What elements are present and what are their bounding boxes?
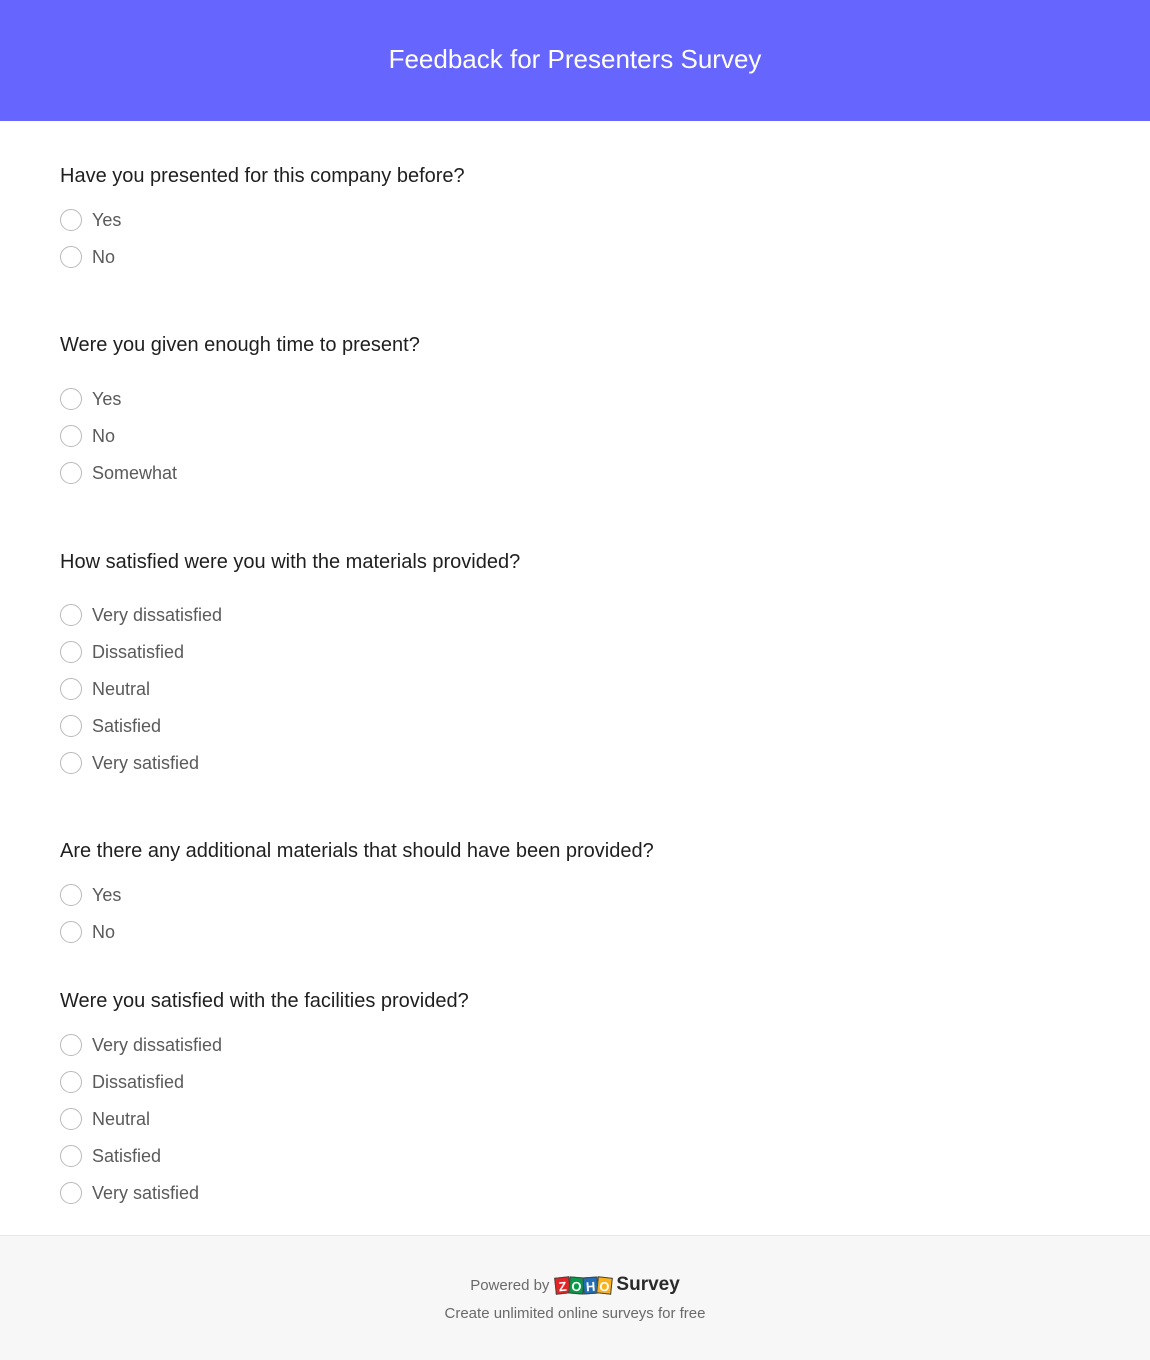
radio-option[interactable] [60,1032,222,1058]
radio-option[interactable] [60,919,115,945]
question-5 [60,989,469,1203]
survey-title: Feedback for Presenters Survey [388,44,762,74]
option-label: Very dissatisfied [92,604,223,625]
option-label: Dissatisfied [92,1071,185,1092]
option-label: Yes [92,388,122,409]
radio-option[interactable] [60,1069,184,1095]
option-label: No [92,425,116,446]
product-name: Survey [616,1274,680,1295]
option-label: No [92,246,116,267]
option-label: Very dissatisfied [92,1034,223,1055]
radio-button[interactable] [60,425,82,447]
page-footer [0,1235,1150,1360]
radio-button[interactable] [60,1182,82,1204]
question-title: Were you satisfied with the facilities provided? [60,990,469,1012]
option-label: Somewhat [92,462,178,483]
radio-button[interactable] [60,1145,82,1167]
question-title: Were you given enough time to present? [60,334,420,356]
radio-button[interactable] [60,1071,82,1093]
option-label: Satisfied [92,715,162,736]
radio-option[interactable] [60,639,184,665]
logo-letter: O [569,1276,585,1294]
radio-option[interactable] [60,244,115,270]
question-2 [60,333,420,483]
radio-button[interactable] [60,715,82,737]
option-label: Satisfied [92,1145,162,1166]
option-label: Very satisfied [92,752,200,773]
option-label: Neutral [92,1108,151,1129]
question-3 [60,550,521,773]
radio-option[interactable] [60,713,161,739]
powered-by-link[interactable] [0,1274,1150,1296]
logo-letter: O [597,1276,614,1294]
radio-option[interactable] [60,676,150,702]
question-title: Have you presented for this company before? [60,165,465,187]
radio-option[interactable] [60,1143,161,1169]
radio-button[interactable] [60,209,82,231]
radio-button[interactable] [60,388,82,410]
zoho-logo-icon [555,1277,611,1294]
footer-tagline[interactable]: Create unlimited online surveys for free [444,1305,706,1322]
option-label: No [92,921,116,942]
radio-option[interactable] [60,750,199,776]
logo-letter: H [583,1276,599,1294]
question-title: Are there any additional materials that should have been provided? [60,840,654,862]
question-4 [60,839,654,942]
question-1 [60,164,465,267]
radio-button[interactable] [60,246,82,268]
radio-button[interactable] [60,1034,82,1056]
powered-by-text: Powered by [470,1276,550,1294]
radio-button[interactable] [60,884,82,906]
radio-option[interactable] [60,460,177,486]
radio-option[interactable] [60,207,121,233]
radio-button[interactable] [60,462,82,484]
survey-header [0,0,1150,121]
radio-option[interactable] [60,882,121,908]
option-label: Yes [92,884,122,905]
radio-button[interactable] [60,752,82,774]
option-label: Yes [92,209,122,230]
radio-option[interactable] [60,423,115,449]
option-label: Neutral [92,678,151,699]
option-label: Dissatisfied [92,641,185,662]
radio-option[interactable] [60,602,222,628]
radio-button[interactable] [60,604,82,626]
radio-option[interactable] [60,1180,199,1206]
question-title: How satisfied were you with the materials provided? [60,551,521,573]
radio-button[interactable] [60,678,82,700]
radio-button[interactable] [60,921,82,943]
radio-button[interactable] [60,641,82,663]
radio-button[interactable] [60,1108,82,1130]
logo-letter: Z [555,1276,572,1294]
radio-option[interactable] [60,1106,150,1132]
option-label: Very satisfied [92,1182,200,1203]
radio-option[interactable] [60,386,121,412]
